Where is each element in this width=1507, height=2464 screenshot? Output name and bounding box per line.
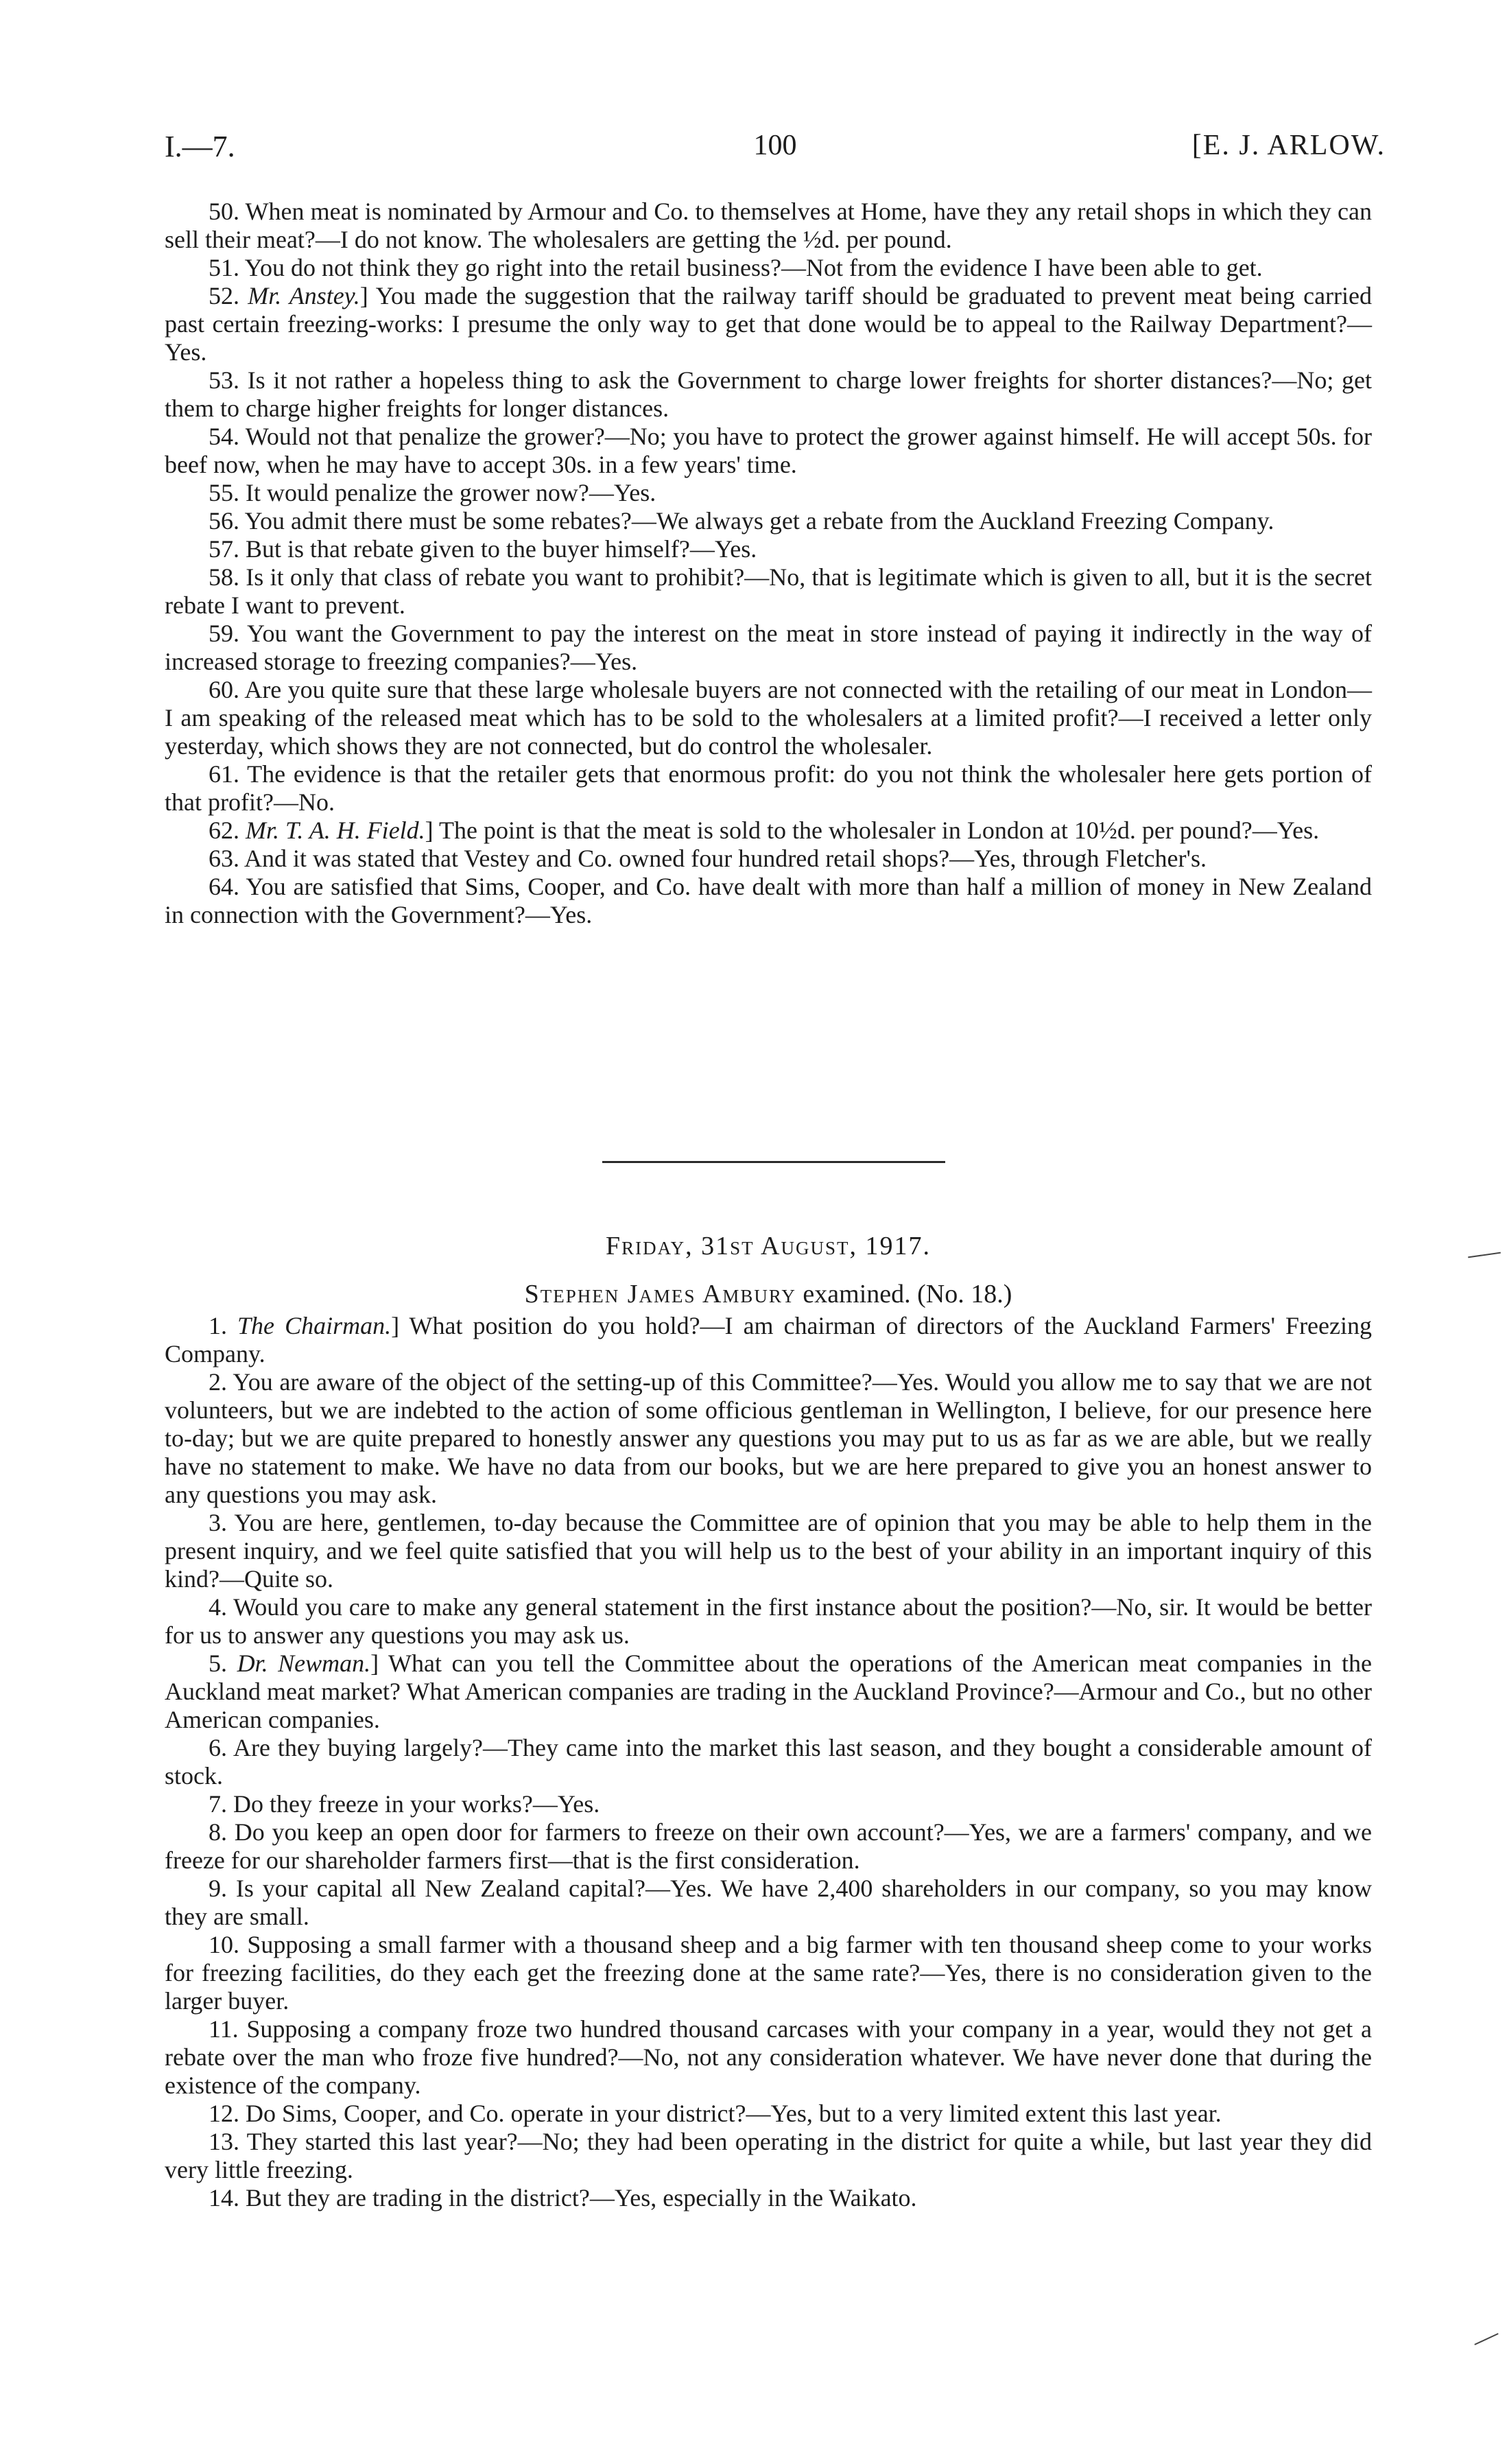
question-6: 6. Are they buying largely?—They came into the market this last season, and they bought a considerable amount of stock. (165, 1734, 1372, 1790)
question-12: 12. Do Sims, Cooper, and Co. operate in your district?—Yes, but to a very limited extent this last year. (209, 2100, 1222, 2127)
section-divider (602, 1161, 945, 1163)
question-7: 7. Do they freeze in your works?—Yes. (209, 1790, 600, 1818)
question-50: 50. When meat is nominated by Armour and Co. to themselves at Home, have they any retail shops in which they can sell their meat?—I do not know. The wholesalers are getting the ½d. per pound. (165, 198, 1372, 253)
question-55: 55. It would penalize the grower now?—Yes. (209, 479, 656, 506)
question-9: 9. Is your capital all New Zealand capital?—Yes. We have 2,400 shareholders in our company, so you may know they are small. (165, 1875, 1372, 1930)
question-64: 64. You are satisfied that Sims, Cooper, and Co. have dealt with more than half a million of money in New Zealand in connection with the Government?—Yes. (165, 873, 1372, 928)
paper-reference: I.—7. (165, 130, 235, 163)
witness-name: Stephen James Ambury (524, 1280, 796, 1309)
page-number: 100 (753, 130, 797, 161)
question-58: 58. Is it only that class of rebate you want to prohibit?—No, that is legitimate which is given to all, but it is the secret rebate I want to prevent. (165, 563, 1372, 619)
date-heading: Friday, 31st August, 1917. (605, 1232, 931, 1260)
margin-pen-mark (1474, 2333, 1498, 2345)
question-14: 14. But they are trading in the district?—Yes, especially in the Waikato. (209, 2184, 917, 2211)
witness-running-head: [E. J. ARLOW. (1191, 130, 1386, 161)
question-62: 62. Mr. T. A. H. Field.] The point is that the meat is sold to the wholesaler in London at 10½d. per pound?—Yes. (209, 817, 1320, 844)
witness-heading (165, 1279, 1372, 1309)
question-53: 53. Is it not rather a hopeless thing to ask the Government to charge lower freights for shorter distances?—No; get them to charge higher freights for longer distances. (165, 366, 1372, 422)
question-3: 3. You are here, gentlemen, to-day because the Committee are of opinion that you may be able to help them in the present inquiry, and we feel quite satisfied that you will help us to the best of your ability in an important inquiry of this kind?—Quite so. (165, 1509, 1372, 1593)
question-63: 63. And it was stated that Vestey and Co. owned four hundred retail shops?—Yes, through Fletcher's. (209, 845, 1207, 872)
question-1: 1. The Chairman.] What position do you hold?—I am chairman of directors of the Auckland Farmers' Freezing Company. (165, 1312, 1372, 1368)
question-51: 51. You do not think they go right into the retail business?—Not from the evidence I have been able to get. (209, 254, 1263, 281)
speaker-name: The Chairman. (237, 1312, 392, 1339)
question-8: 8. Do you keep an open door for farmers to freeze on their own account?—Yes, we are a farmers' company, and we freeze for our shareholder farmers first—that is the first consideration. (165, 1818, 1372, 1874)
question-52: 52. Mr. Anstey.] You made the suggestion that the railway tariff should be graduated to prevent meat being carried past certain freezing-works: I presume the only way to get that done would be to appeal to the Railway Department?—Yes. (165, 282, 1373, 366)
question-5: 5. Dr. Newman.] What can you tell the Committee about the operations of the American meat companies in the Auckland meat market? What American companies are trading in the Auckland Province?—Armour and Co., but no other American companies. (165, 1650, 1372, 1733)
question-10: 10. Supposing a small farmer with a thousand sheep and a big farmer with ten thousand sheep come to your works for freezing facilities, do they each get the freezing done at the same rate?—Yes, there is no consideration given to the larger buyer. (165, 1931, 1372, 2015)
speaker-name: Mr. Anstey. (248, 282, 360, 309)
speaker-name: Dr. Newman. (237, 1650, 371, 1677)
margin-pen-mark (1468, 1252, 1501, 1258)
evidence-section-2 (165, 1312, 1372, 2212)
evidence-section-1 (165, 198, 1372, 929)
question-60: 60. Are you quite sure that these large wholesale buyers are not connected with the retailing of our meat in London—I am speaking of the released meat which has to be sold to the wholesalers at a limited profit?—I received a letter only yesterday, which shows they are not connected, but do control the wholesaler. (165, 676, 1372, 760)
question-54: 54. Would not that penalize the grower?—No; you have to protect the grower against himself. He will accept 50s. for beef now, when he may have to accept 30s. in a few years' time. (165, 423, 1372, 478)
question-13: 13. They started this last year?—No; they had been operating in the district for quite a while, but last year they did very little freezing. (165, 2128, 1372, 2183)
question-11: 11. Supposing a company froze two hundred thousand carcases with your company in a year, would they not get a rebate over the man who froze five hundred?—No, not any consideration whatever. We have never done that during the existence of the company. (165, 2015, 1372, 2099)
speaker-name: Mr. T. A. H. Field. (246, 817, 425, 844)
question-57: 57. But is that rebate given to the buyer himself?—Yes. (209, 535, 757, 563)
page-header (165, 129, 1386, 177)
witness-suffix: examined. (No. 18.) (796, 1280, 1012, 1309)
question-61: 61. The evidence is that the retailer gets that enormous profit: do you not think the wholesaler here gets portion of that profit?—No. (165, 760, 1372, 816)
question-4: 4. Would you care to make any general statement in the first instance about the position?—No, sir. It would be better for us to answer any questions you may ask us. (165, 1593, 1372, 1649)
question-59: 59. You want the Government to pay the interest on the meat in store instead of paying it indirectly in the way of increased storage to freezing companies?—Yes. (165, 620, 1372, 675)
question-2: 2. You are aware of the object of the setting-up of this Committee?—Yes. Would you allow me to say that we are not volunteers, but we are indebted to the action of some officious gentleman in Wellington, I believe, for our presence here to-day; but we are quite prepared to honestly answer any questions you may put to us as far as we are able, but we really have no statement to make. We have no data from our books, but we are here prepared to give you an honest answer to any questions you may ask. (165, 1368, 1372, 1508)
question-56: 56. You admit there must be some rebates?—We always get a rebate from the Auckland Freezing Company. (209, 507, 1274, 535)
